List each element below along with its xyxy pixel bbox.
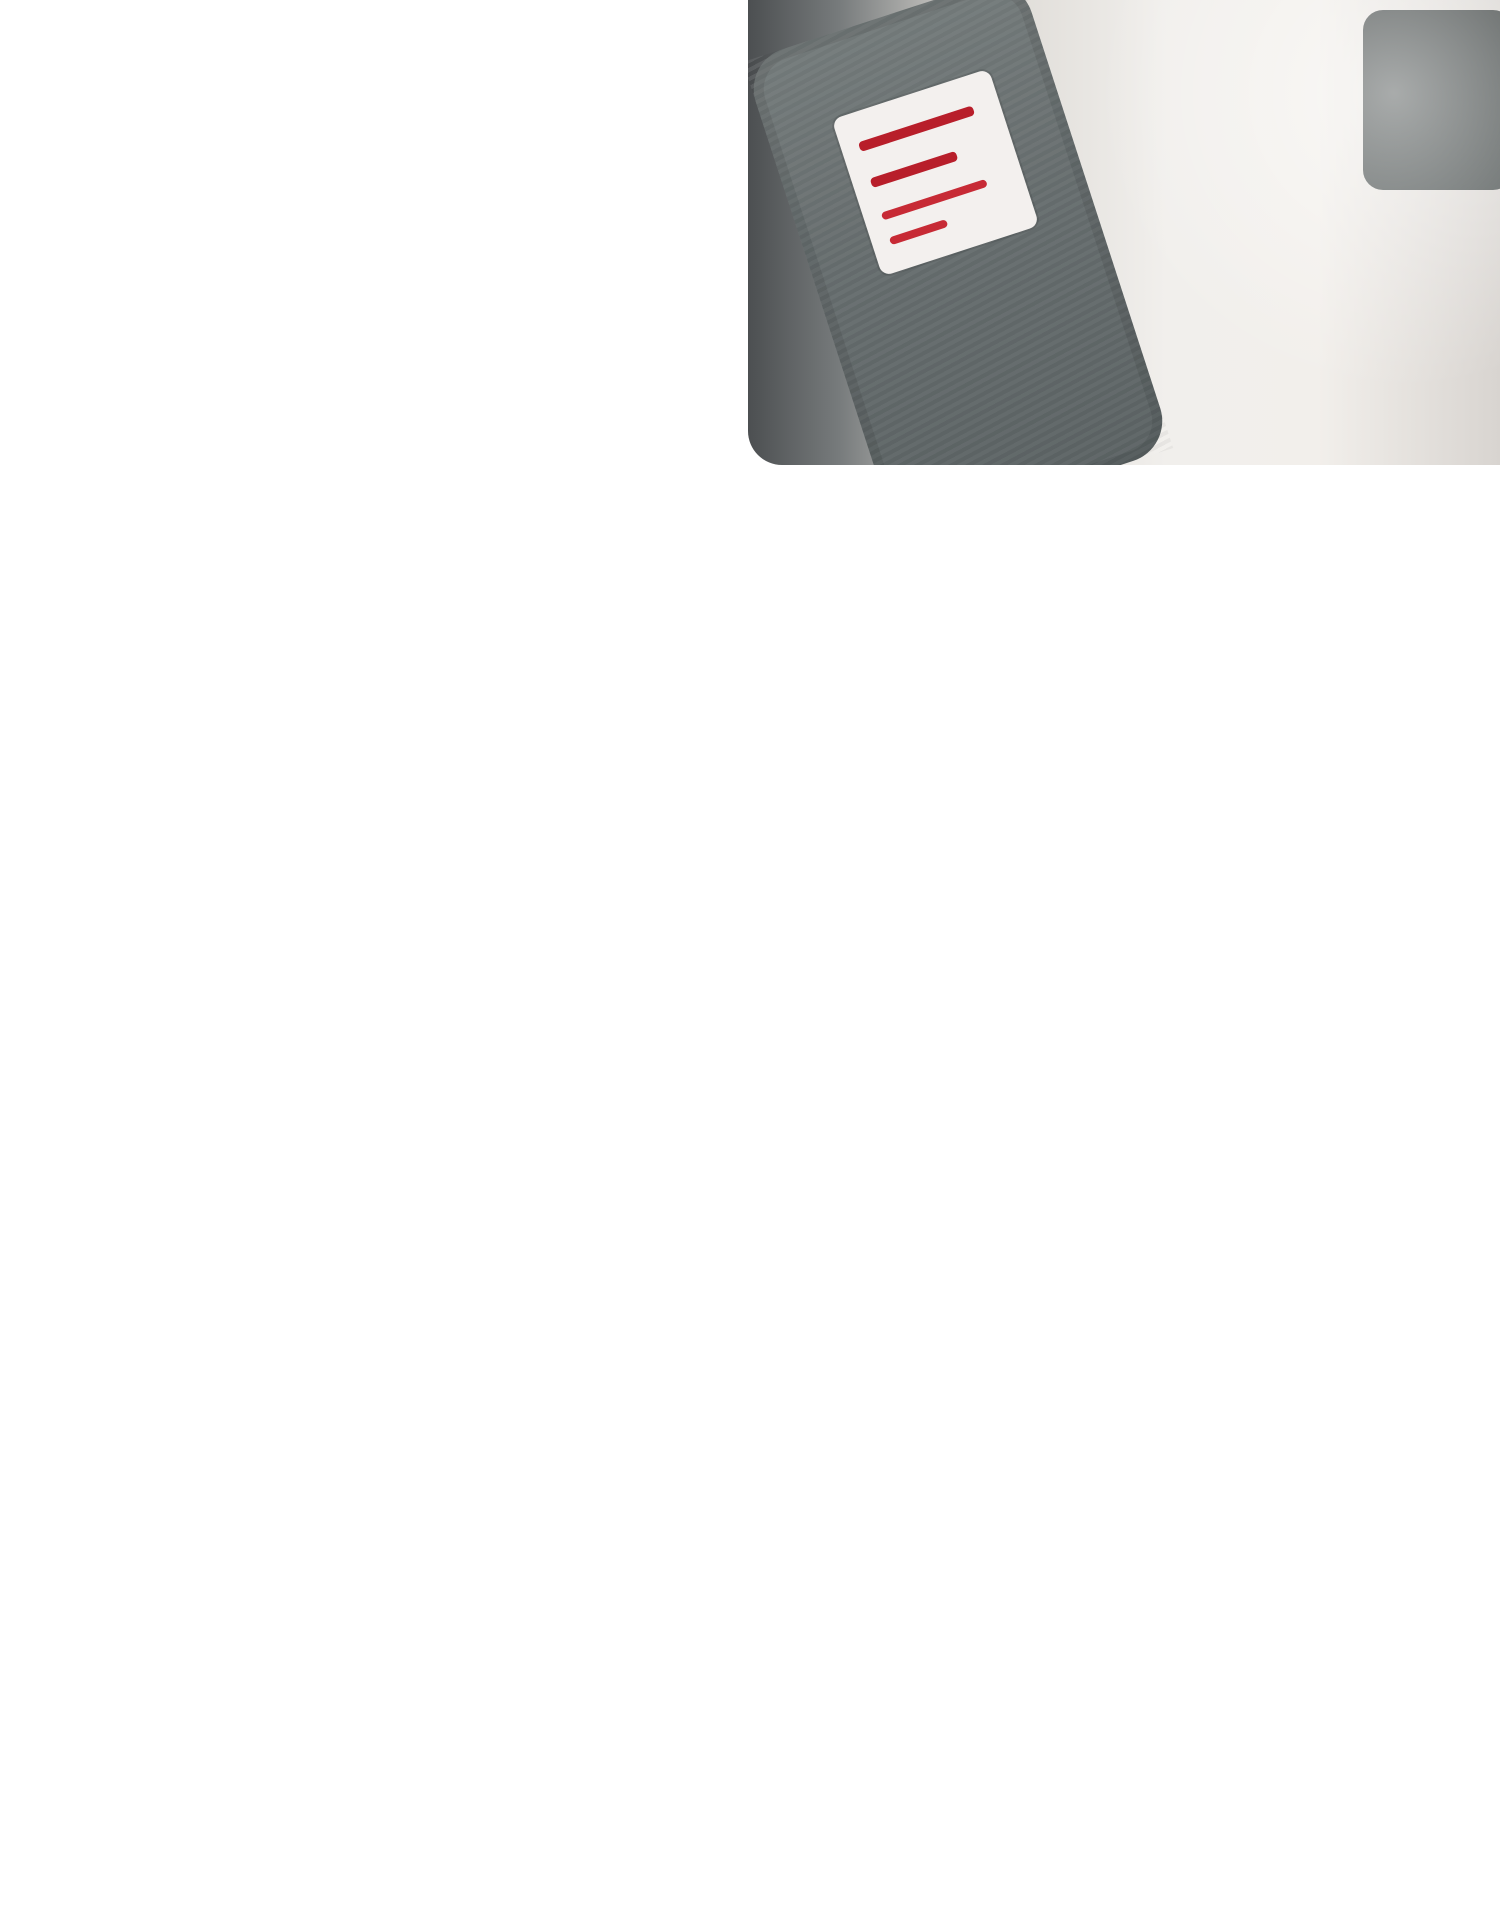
label-stripe: [881, 179, 988, 221]
window-shape: [1363, 10, 1500, 190]
label-stripe: [889, 219, 949, 245]
news-photo: [748, 0, 1500, 465]
